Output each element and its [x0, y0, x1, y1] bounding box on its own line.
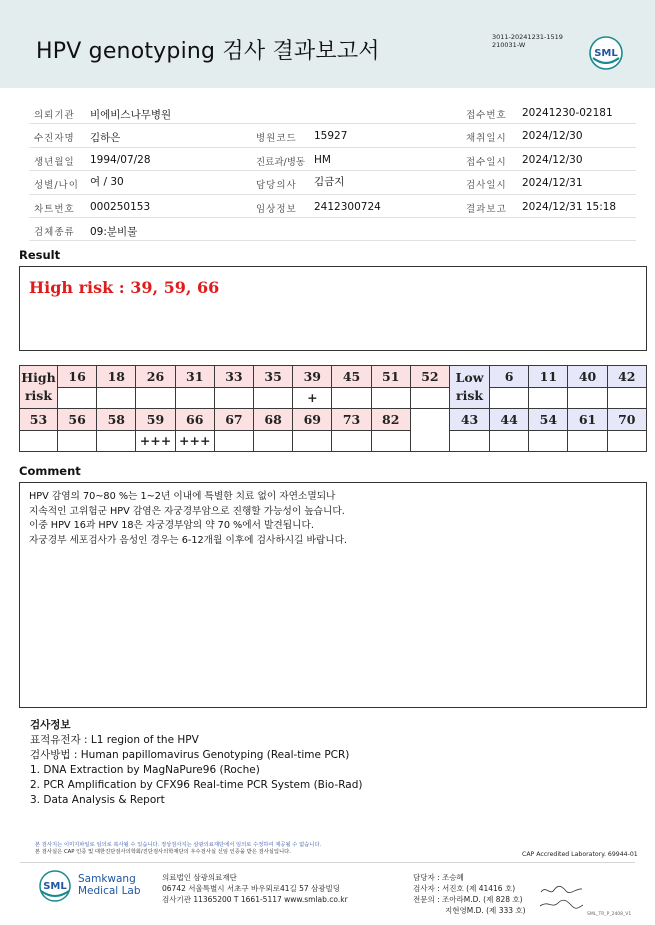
genotype-cell: 69 — [293, 409, 332, 431]
sml-logo-icon — [589, 36, 623, 70]
dept-value: HM — [314, 153, 331, 166]
high-risk-header: High risk — [20, 366, 58, 409]
result-mark — [410, 387, 449, 409]
genotype-cell: 44 — [490, 409, 529, 431]
doctor-label: 담당의사 — [256, 180, 297, 192]
dept-label: 진료과/병동 — [256, 156, 306, 168]
genotype-cell: 54 — [529, 409, 568, 431]
genotype-cell: 70 — [607, 409, 646, 431]
low-risk-header: Low risk — [450, 366, 490, 409]
high-risk-result-row-2 — [20, 430, 647, 452]
genotype-cell: 35 — [254, 366, 293, 388]
result-mark — [97, 387, 136, 409]
comment-section-title: Comment — [19, 464, 81, 478]
high-risk-result-row-1 — [20, 387, 647, 409]
form-code: SML_TR_P_2408_V1 — [587, 912, 632, 917]
report-title: HPV genotyping 검사 결과보고서 — [36, 39, 380, 64]
genotype-cell: 51 — [371, 366, 410, 388]
test-date-label: 검사일시 — [466, 180, 507, 192]
info-row — [29, 148, 636, 171]
name-value: 김하은 — [90, 132, 121, 145]
report-date-label: 결과보고 — [466, 203, 507, 215]
info-row — [29, 195, 636, 218]
lab-name: Samkwang Medical Lab — [78, 873, 141, 897]
empty-cell — [410, 409, 449, 452]
comment-line: 자궁경부 세포검사가 음성인 경우는 6-12개월 이후에 검사하시길 바랍니다. — [29, 534, 348, 546]
test-date-value: 2024/12/31 — [522, 177, 583, 190]
collect-date-value: 2024/12/30 — [522, 130, 583, 143]
genotype-cell: 73 — [332, 409, 371, 431]
birth-label: 생년월일 — [34, 156, 75, 168]
document-number: 3011-20241231-1519 210031-W — [492, 33, 563, 49]
result-mark — [371, 387, 410, 409]
genotype-cell: 43 — [450, 409, 490, 431]
genotype-cell: 16 — [58, 366, 97, 388]
result-mark — [214, 430, 253, 452]
receipt-no-label: 접수번호 — [466, 110, 507, 121]
genotype-cell: 40 — [568, 366, 607, 388]
genotype-cell: 33 — [214, 366, 253, 388]
collect-date-label: 채취일시 — [466, 133, 507, 145]
specimen-label: 검체종류 — [34, 226, 75, 238]
samkwang-logo-icon — [35, 869, 75, 903]
hospital-value: 비에비스나무병원 — [90, 109, 172, 121]
result-box — [19, 266, 647, 351]
info-row — [29, 171, 636, 194]
result-mark — [490, 430, 529, 452]
genotype-cell: 42 — [607, 366, 646, 388]
disclaimer: 본 검사지는 이미지파일로 임의로 복사될 수 있습니다. 정상검사지는 삼광의료재단에서 임의로 수정하여 제공될 수 없습니다. 본 검사실은 CAP 인증 및 대한진단검사의학회/진단검사의학재단의 우수검사실 신임 인증을 받은 검사실입니다. — [35, 842, 322, 855]
result-mark — [136, 387, 175, 409]
receipt-date-label: 접수일시 — [466, 156, 507, 168]
name-label: 수진자명 — [34, 133, 75, 145]
svg-text:SML: SML — [43, 881, 67, 892]
sex-age-label: 성별/나이 — [34, 180, 79, 192]
result-mark — [568, 430, 607, 452]
result-mark — [450, 430, 490, 452]
cap-accreditation: CAP Accredited Laboratory. 69944-01 — [522, 851, 638, 858]
info-row — [29, 124, 636, 147]
result-section-title: Result — [19, 248, 61, 262]
high-risk-row-2 — [20, 409, 647, 431]
birth-value: 1994/07/28 — [90, 153, 151, 166]
result-mark — [254, 387, 293, 409]
comment-line: 이중 HPV 16과 HPV 18은 자궁경부암의 약 70 %에서 발견됩니다. — [29, 520, 314, 531]
genotype-cell: 59 — [136, 409, 175, 431]
hospital-code-value: 15927 — [314, 130, 348, 143]
hospital-label: 의뢰기관 — [34, 110, 75, 121]
clinical-value: 2412300724 — [314, 200, 381, 213]
test-info — [30, 718, 362, 808]
result-mark — [254, 430, 293, 452]
result-mark — [58, 430, 97, 452]
receipt-date-value: 2024/12/30 — [522, 153, 583, 166]
report-header — [0, 0, 655, 88]
test-info-line: 3. Data Analysis & Report — [30, 794, 165, 806]
result-mark — [607, 387, 646, 409]
comment-box — [19, 482, 647, 708]
genotype-cell: 18 — [97, 366, 136, 388]
genotype-cell: 26 — [136, 366, 175, 388]
result-mark — [97, 430, 136, 452]
genotype-cell: 82 — [371, 409, 410, 431]
test-info-heading: 검사정보 — [30, 719, 71, 731]
result-mark — [568, 387, 607, 409]
info-row — [29, 101, 636, 124]
genotype-cell: 39 — [293, 366, 332, 388]
chart-no-value: 000250153 — [90, 200, 151, 213]
genotype-cell: 45 — [332, 366, 371, 388]
result-mark — [332, 387, 371, 409]
test-info-line: 1. DNA Extraction by MagNaPure96 (Roche) — [30, 764, 260, 776]
result-mark — [607, 430, 646, 452]
genotype-cell: 6 — [490, 366, 529, 388]
result-mark — [490, 387, 529, 409]
info-row — [29, 218, 636, 241]
sex-age-value: 여 / 30 — [90, 176, 124, 189]
genotype-cell: 52 — [410, 366, 449, 388]
lab-address: 의료법인 삼광의료재단 06742 서울특별시 서초구 바우뫼로41길 57 삼광빌딩 검사기관 11365200 T 1661-5117 www.smlab.co.kr — [162, 873, 348, 904]
lab-staff: 담당자 : 조승혜 검사자 : 서진호 (제 41416 호) 전문의 : 조아라M.D. (제 828 호) 지현영M.D. (제 333 호) — [413, 873, 526, 915]
clinical-label: 임상정보 — [256, 203, 297, 215]
genotype-cell: 56 — [58, 409, 97, 431]
genotype-cell: 11 — [529, 366, 568, 388]
genotype-table — [19, 365, 647, 452]
result-mark: +++ — [175, 430, 214, 452]
specimen-value: 09:분비물 — [90, 225, 138, 238]
result-mark: +++ — [136, 430, 175, 452]
result-mark — [20, 430, 58, 452]
signature-icon — [538, 882, 584, 912]
comment-line: 지속적인 고위험군 HPV 감염은 자궁경부암으로 진행할 가능성이 높습니다. — [29, 505, 345, 517]
comment-line: HPV 감염의 70~80 %는 1~2년 이내에 특별한 치료 없이 자연소멸되나 — [29, 491, 336, 502]
result-mark — [371, 430, 410, 452]
high-risk-row-1 — [20, 366, 647, 388]
genotype-cell: 67 — [214, 409, 253, 431]
result-mark: + — [293, 387, 332, 409]
result-mark — [58, 387, 97, 409]
result-text: High risk : 39, 59, 66 — [29, 278, 220, 297]
doctor-value: 김금지 — [314, 176, 345, 189]
genotype-cell: 31 — [175, 366, 214, 388]
footer-divider — [20, 862, 635, 863]
test-info-line: 검사방법 : Human papillomavirus Genotyping (Real-time PCR) — [30, 749, 350, 761]
genotype-cell: 66 — [175, 409, 214, 431]
hospital-code-label: 병원코드 — [256, 133, 297, 145]
test-info-line: 표적유전자 : L1 region of the HPV — [30, 734, 199, 746]
svg-text:SML: SML — [594, 48, 618, 59]
chart-no-label: 차트번호 — [34, 203, 75, 215]
result-mark — [332, 430, 371, 452]
report-date-value: 2024/12/31 15:18 — [522, 200, 617, 213]
result-mark — [214, 387, 253, 409]
test-info-line: 2. PCR Amplification by CFX96 Real-time PCR System (Bio-Rad) — [30, 779, 363, 791]
receipt-no-value: 20241230-02181 — [522, 107, 613, 119]
patient-info — [29, 101, 636, 241]
genotype-cell: 53 — [20, 409, 58, 431]
result-mark — [293, 430, 332, 452]
genotype-cell: 68 — [254, 409, 293, 431]
result-mark — [529, 430, 568, 452]
result-mark — [175, 387, 214, 409]
genotype-cell: 61 — [568, 409, 607, 431]
result-mark — [529, 387, 568, 409]
genotype-cell: 58 — [97, 409, 136, 431]
